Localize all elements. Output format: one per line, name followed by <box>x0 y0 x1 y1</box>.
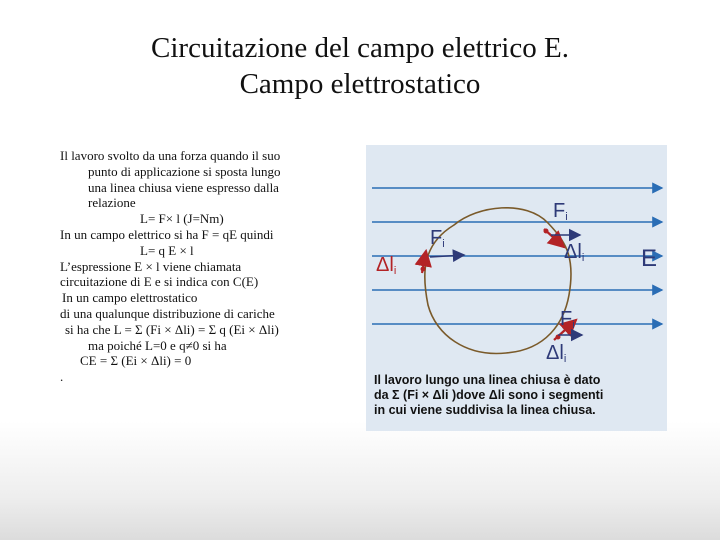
caption-line: da Σ (Fi × Δli )dove Δli sono i segmenti <box>374 388 604 402</box>
body-text <box>60 148 365 385</box>
label-fi-bottom: $F_i$ <box>560 308 575 331</box>
loop-point <box>421 267 426 272</box>
figure-caption <box>374 373 660 418</box>
circuitation-figure <box>366 145 667 431</box>
label-fi-left: $F_i$ <box>430 227 445 250</box>
loop-point <box>544 229 549 234</box>
body-line: L’espressione E × l viene chiamata <box>60 258 242 274</box>
body-formula: L= F× l (J=Nm) <box>140 211 224 227</box>
body-line: punto di applicazione si sposta lungo <box>88 163 281 179</box>
body-line: ma poiché L=0 e q≠0 si ha <box>88 337 227 353</box>
caption-line: in cui viene suddivisa la linea chiusa. <box>374 403 596 417</box>
caption-line: Il lavoro lungo una linea chiusa è dato <box>374 373 601 387</box>
closed-loop <box>425 208 571 354</box>
body-line: . <box>60 369 64 385</box>
label-dli-left: $\Delta l_i$ <box>376 254 397 277</box>
body-line: In un campo elettrico si ha F = qE quindi <box>60 226 274 242</box>
body-formula: CE = Σ (Ei × Δli) = 0 <box>80 353 192 369</box>
title-line-1: Circuitazione del campo elettrico E. <box>151 32 569 64</box>
body-line: In un campo elettrostatico <box>62 290 198 306</box>
label-fi-top: $F_i$ <box>553 200 568 223</box>
body-line: una linea chiusa viene espresso dalla <box>88 179 279 195</box>
slide-title <box>0 30 720 102</box>
body-line: di una qualunque distribuzione di cariche <box>60 305 275 321</box>
label-dli-right: $\Delta l_i$ <box>564 241 585 264</box>
label-dli-bottom: $\Delta l_i$ <box>546 342 567 365</box>
title-line-2: Campo elettrostatico <box>239 68 481 100</box>
body-formula: L= q E × l <box>140 242 194 258</box>
body-line: circuitazione di E e si indica con C(E) <box>60 274 259 290</box>
label-e: E <box>641 245 658 272</box>
body-line: relazione <box>88 195 136 211</box>
body-formula: si ha che L = Σ (Fi × Δli) = Σ q (Ei × Δli) <box>65 321 279 337</box>
body-line: Il lavoro svolto da una forza quando il suo <box>60 148 281 163</box>
